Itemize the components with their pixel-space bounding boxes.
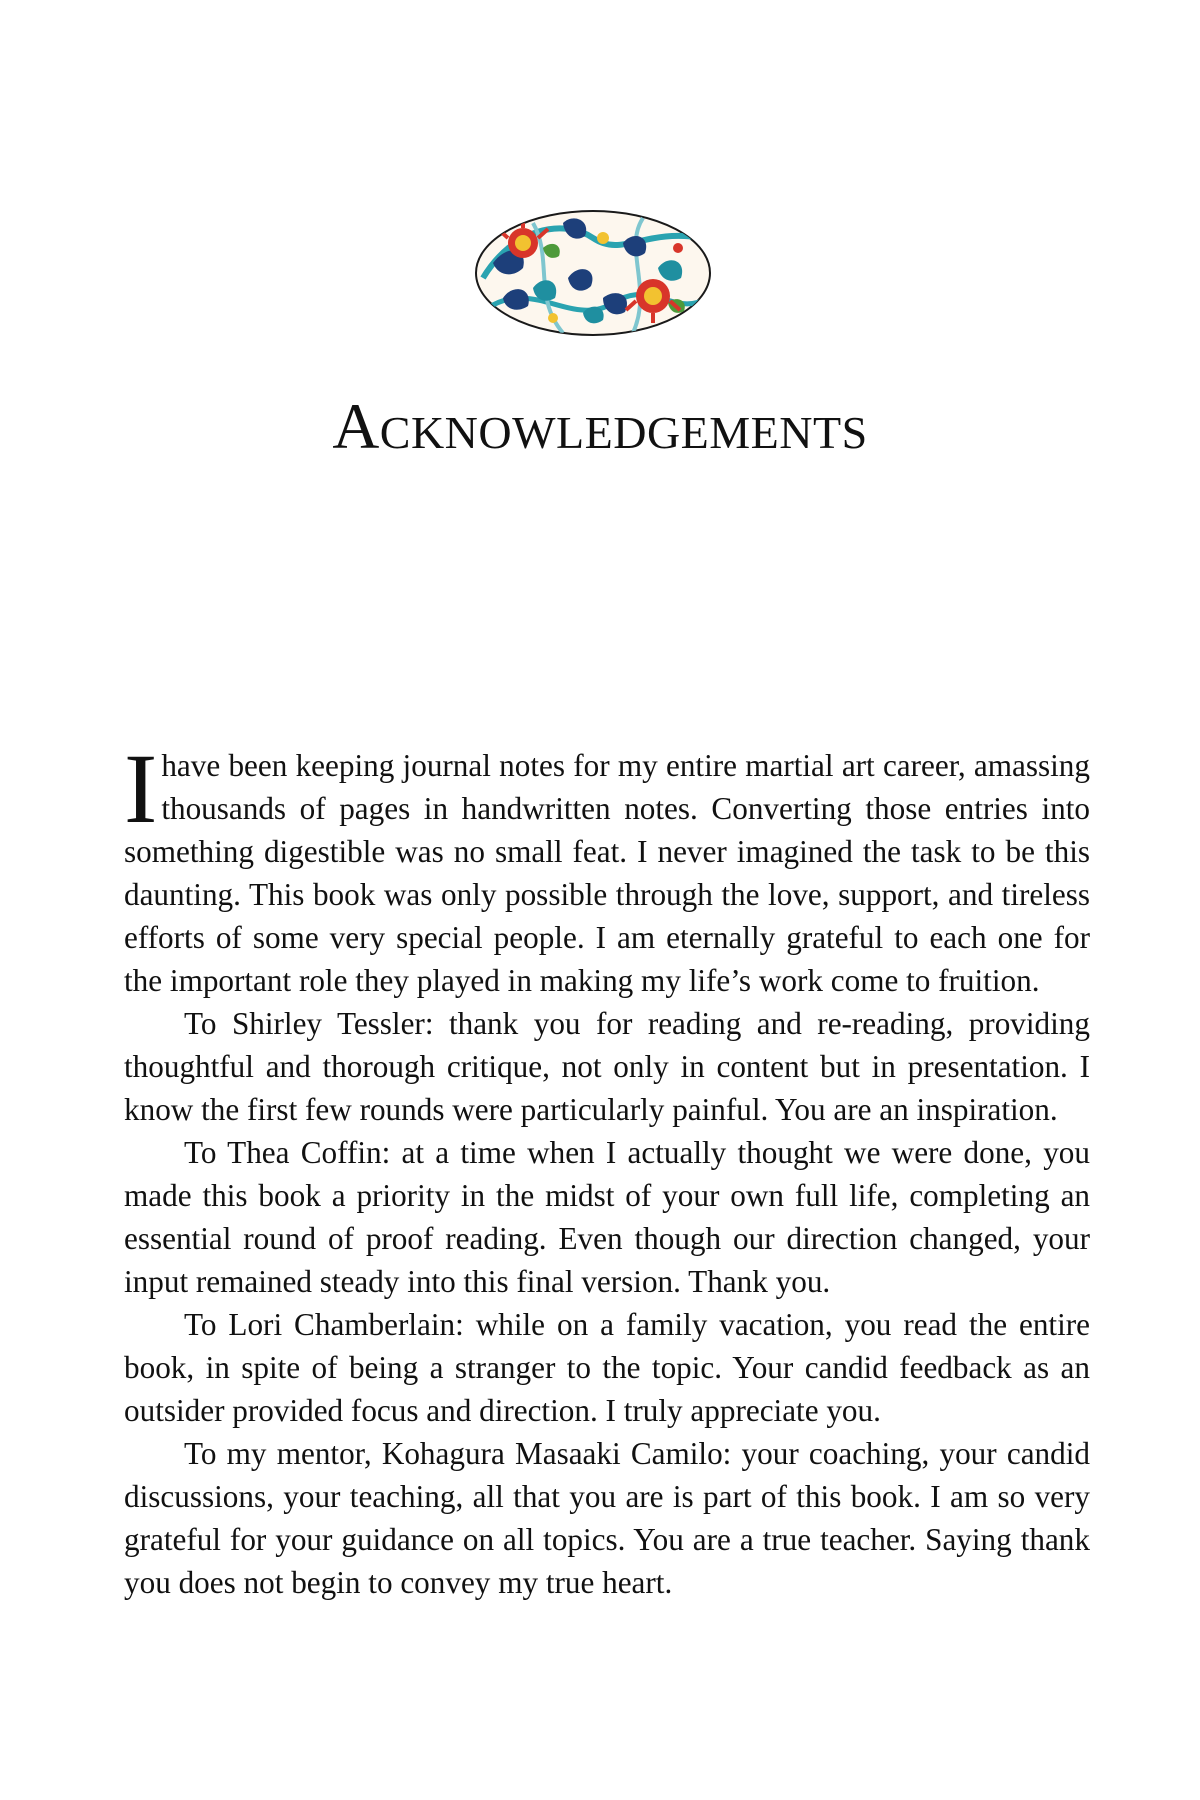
page-title: Acknowledgements	[332, 391, 868, 463]
acknowledgements-body	[124, 733, 1090, 1604]
paragraph-1-text: have been keeping journal notes for my entire martial art career, amassing thousands of pages in handwritten notes. Converting those entries into something digestible was no small feat. I never imagined the task to be this daunting. This book was only possible through the love, support, and tireless efforts of some very special people. I am eternally grateful to each one for the important role they played in making my life’s work come to fruition.	[124, 748, 1090, 998]
paragraph-1	[124, 733, 1090, 1002]
paragraph-4: To Lori Chamberlain: while on a family vacation, you read the entire book, in spite of being a stranger to the topic. Your candid feedback as an outsider provided focus and direction. I truly appreciate you.	[124, 1307, 1090, 1428]
paragraph-5: To my mentor, Kohagura Masaaki Camilo: your coaching, your candid discussions, your teaching, all that you are is part of this book. I am so very grateful for your guidance on all topics. You are a true teacher. Saying thank you does not begin to convey my true heart.	[124, 1436, 1090, 1600]
paragraph-3: To Thea Coffin: at a time when I actually thought we were done, you made this book a priority in the midst of your own full life, completing an essential round of proof reading. Even though our direction changed, your input remained steady into this final version. Thank you.	[124, 1135, 1090, 1299]
paragraph-2: To Shirley Tessler: thank you for reading and re-reading, providing thoughtful and thorough critique, not only in content but in presentation. I know the first few rounds were particularly painful. You are an inspiration.	[124, 1006, 1090, 1127]
floral-oval-ornament-icon	[473, 208, 713, 338]
drop-cap: I	[124, 733, 158, 844]
